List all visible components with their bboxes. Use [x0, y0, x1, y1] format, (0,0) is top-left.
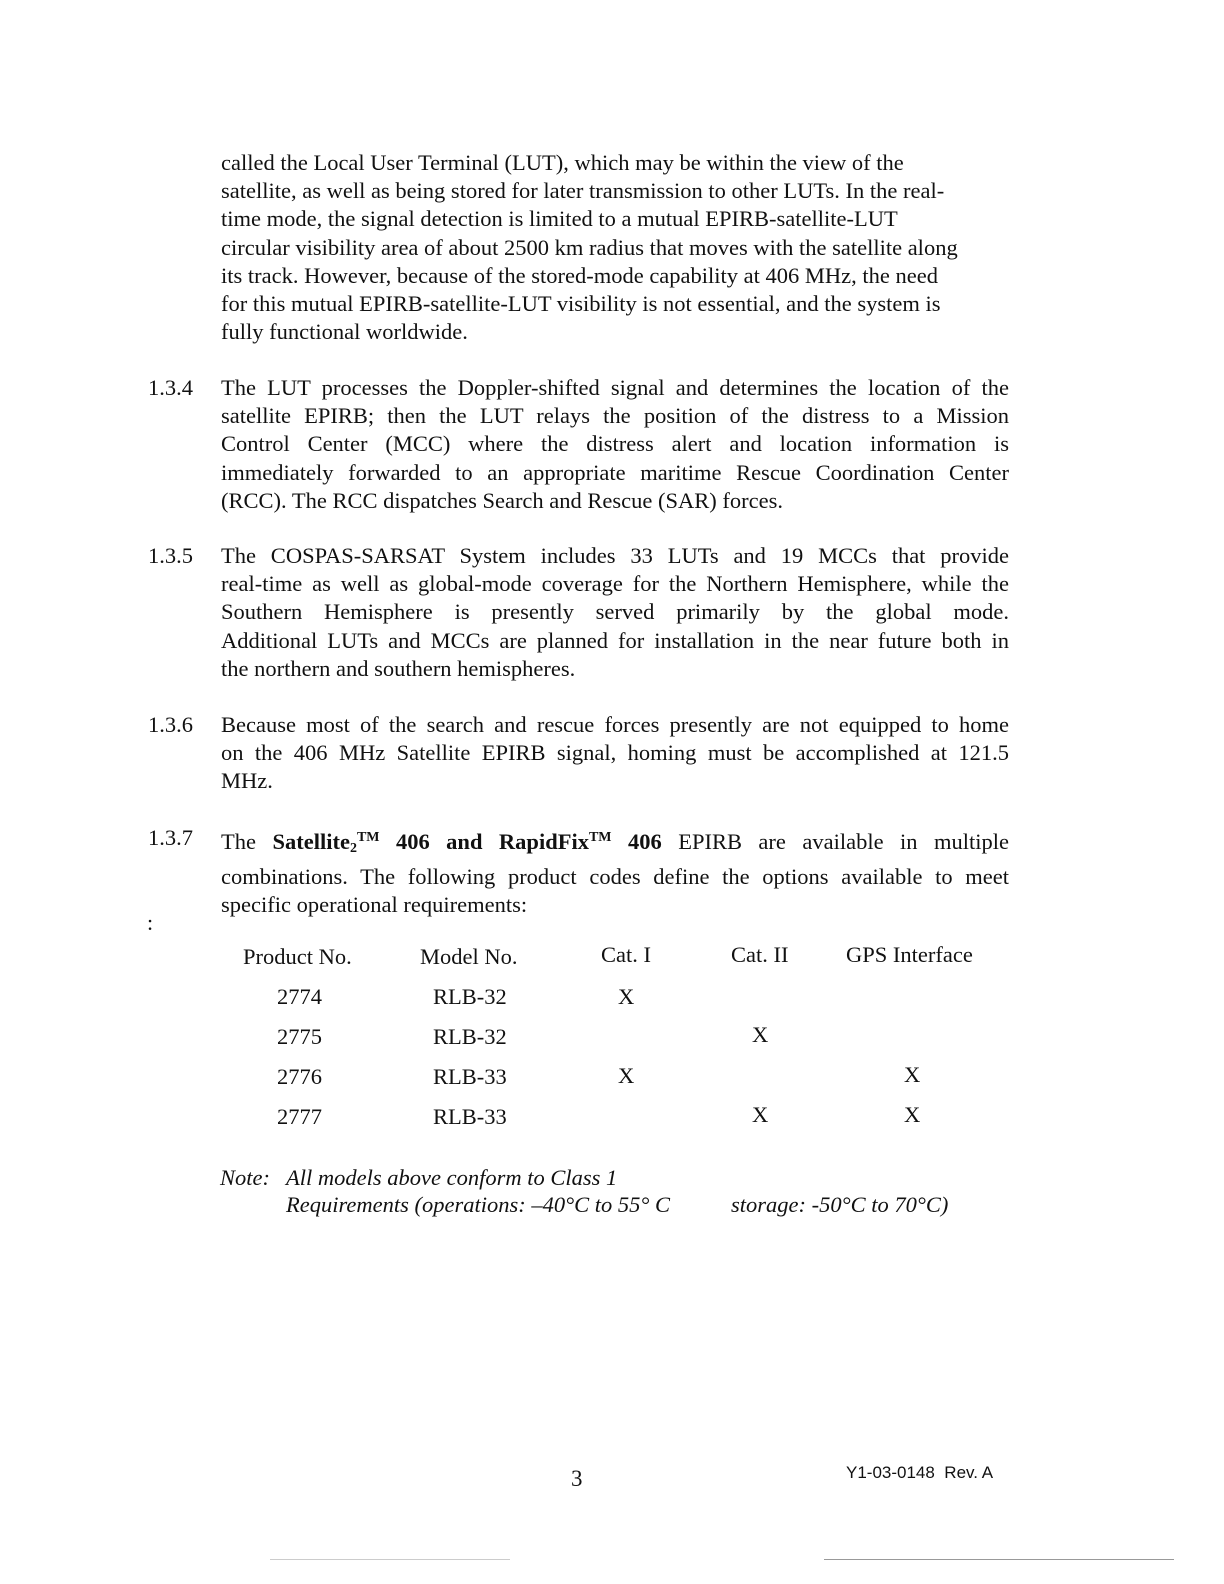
section-number-1-3-5: 1.3.5 — [148, 543, 193, 568]
note-line-2-operations: Requirements (operations: –40°C to 55° C — [286, 1192, 671, 1217]
intro-line: for this mutual EPIRB-satellite-LUT visibility is not essential, and the system is — [221, 291, 941, 317]
table-cell-product: 2776 — [277, 1064, 322, 1089]
table-cell-cat2: X — [752, 1022, 769, 1047]
intro-line: fully functional worldwide. — [221, 319, 468, 345]
section-line: Southern Hemisphere is presently served primarily by the global mode. — [221, 599, 1009, 625]
document-id: Y1-03-0148 Rev. A — [846, 1463, 994, 1482]
table-header-product: Product No. — [243, 944, 352, 969]
table-cell-cat1: X — [618, 1063, 635, 1088]
table-cell-cat1: X — [618, 984, 635, 1009]
section-line: MHz. — [221, 768, 273, 794]
intro-line: time mode, the signal detection is limited to a mutual EPIRB-satellite-LUT — [221, 206, 898, 232]
subscript: 2 — [349, 841, 357, 856]
note-line-1: All models above conform to Class 1 — [286, 1165, 618, 1190]
intro-line: its track. However, because of the stored-mode capability at 406 MHz, the need — [221, 262, 938, 288]
section-line: satellite EPIRB; then the LUT relays the position of the distress to a Mission — [221, 403, 1009, 429]
section-1-3-5-paragraph — [221, 542, 1009, 683]
section-line: immediately forwarded to an appropriate maritime Rescue Coordination Center — [221, 459, 1009, 485]
trademark-mark: TM — [588, 830, 612, 845]
section-1-3-7-paragraph — [221, 824, 1009, 920]
table-cell-product: 2775 — [277, 1024, 322, 1049]
intro-line: called the Local User Terminal (LUT), which may be within the view of the — [221, 150, 904, 175]
section-line: (RCC). The RCC dispatches Search and Rescue (SAR) forces. — [221, 487, 783, 513]
section-line: Additional LUTs and MCCs are planned for installation in the near future both in — [221, 627, 1009, 653]
section-line: The COSPAS-SARSAT System includes 33 LUTs and 19 MCCs that provide — [221, 543, 1009, 568]
trademark-mark: TM — [356, 830, 380, 845]
section-number-1-3-7: 1.3.7 — [148, 825, 193, 850]
section-line: specific operational requirements: — [221, 892, 528, 918]
section-1-3-4-paragraph — [221, 374, 1009, 515]
table-cell-model: RLB-32 — [433, 984, 507, 1009]
product-name-satellite: Satellite — [272, 829, 350, 854]
table-cell-gps: X — [904, 1102, 921, 1127]
section-line: Because most of the search and rescue forces presently are not equipped to home — [221, 712, 1009, 737]
section-line: real-time as well as global-mode coverage for the Northern Hemisphere, while the — [221, 571, 1009, 597]
table-cell-model: RLB-33 — [433, 1104, 507, 1129]
margin-mark: : — [147, 910, 154, 935]
product-name-rapidfix: 406 and RapidFix — [395, 829, 589, 854]
table-cell-gps: X — [904, 1062, 921, 1087]
table-cell-product: 2774 — [277, 984, 322, 1009]
table-header-gps: GPS Interface — [846, 942, 973, 967]
line-text: The — [221, 829, 256, 854]
section-number-1-3-6: 1.3.6 — [148, 712, 193, 737]
section-line — [221, 824, 1009, 863]
table-cell-model: RLB-32 — [433, 1024, 507, 1049]
page-number: 3 — [571, 1466, 583, 1491]
note-line-2-storage: storage: -50°C to 70°C) — [731, 1192, 949, 1217]
intro-line: satellite, as well as being stored for later transmission to other LUTs. In the real- — [221, 178, 945, 204]
section-line: combinations. The following product codes define the options available to meet — [221, 864, 1009, 890]
section-number-1-3-4: 1.3.4 — [148, 375, 193, 400]
section-line: The LUT processes the Doppler-shifted signal and determines the location of the — [221, 375, 1009, 400]
table-header-cat1: Cat. I — [601, 942, 651, 967]
product-model-number: 406 — [627, 829, 662, 854]
intro-paragraph — [221, 149, 1009, 346]
table-header-cat2: Cat. II — [731, 942, 789, 967]
intro-line: circular visibility area of about 2500 km radius that moves with the satellite along — [221, 234, 958, 260]
line-text: EPIRB are available in multiple — [678, 829, 1009, 854]
note-label: Note: — [220, 1165, 270, 1190]
section-line: on the 406 MHz Satellite EPIRB signal, homing must be accomplished at 121.5 — [221, 740, 1009, 766]
table-cell-model: RLB-33 — [433, 1064, 507, 1089]
section-line: Control Center (MCC) where the distress alert and location information is — [221, 431, 1009, 457]
table-cell-cat2: X — [752, 1102, 769, 1127]
scan-artifact-line — [824, 1559, 1174, 1560]
scan-artifact-line — [270, 1559, 510, 1560]
section-line: the northern and southern hemispheres. — [221, 655, 576, 681]
section-1-3-6-paragraph — [221, 711, 1009, 796]
table-cell-product: 2777 — [277, 1104, 322, 1129]
table-header-model: Model No. — [420, 944, 518, 969]
